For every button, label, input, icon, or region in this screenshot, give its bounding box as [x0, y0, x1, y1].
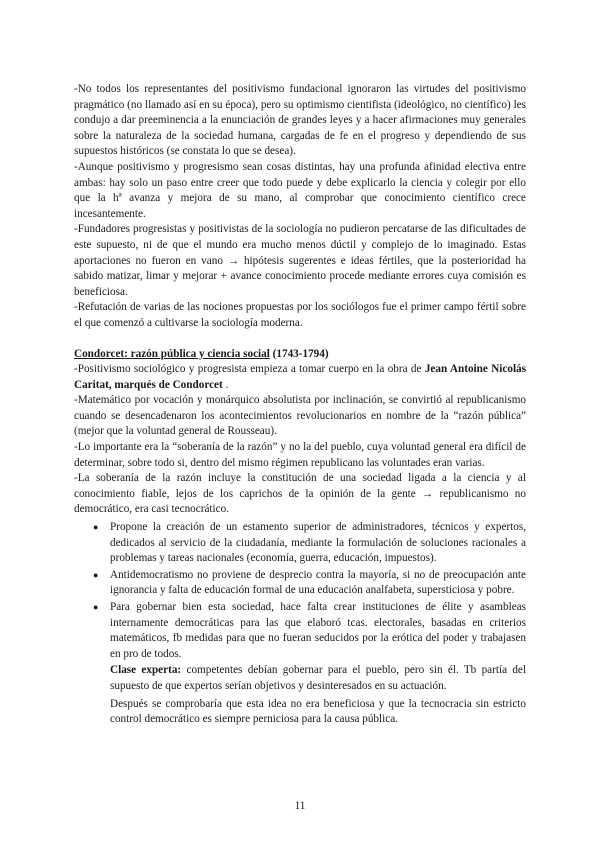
section-heading — [74, 347, 526, 363]
section-title: Condorcet: razón pública y ciencia social — [74, 347, 270, 360]
bullet-icon: ● — [93, 522, 99, 533]
paragraph-refutacion: -Refutación de varias de las nociones propuestas por los sociólogos fue el primer campo fértil sobre el que comenzó a cultivarse la sociología moderna. — [74, 301, 526, 329]
list-item — [93, 520, 526, 567]
expert-text: competentes debían gobernar para el pueblo, pero sin él. Tb partía del supuesto de que expertos serían objetivos y desinteresados en su actuación. — [110, 664, 527, 692]
paragraph-positivismo-progresismo: -Aunque positivismo y progresismo sean cosas distintas, hay una profunda afinidad electiva entre ambas: hay solo un paso entre creer que todo puede y debe explicarlo la ciencia y colegir por ello que la hª avanza y mejora de su mano, al comprobar que conocimiento científico crece incesantemente. — [74, 160, 526, 220]
paragraph-positivismo-fundacional: -No todos los representantes del positivismo fundacional ignoraron las virtudes del positivismo pragmático (no llamado así en su época), pero su optimismo cientifista (ideológico, no científico) les condujo a dar preeminencia a la enunciación de grandes leyes y a hacer afirmaciones muy generales sobre la naturaleza de la sociedad humana, cargadas de fe en el progreso y dependiendo de sus supuestos históricos (se constata lo que se desea). — [74, 83, 526, 158]
bullet-icon: ● — [93, 569, 99, 580]
paragraph-closing: Después se comprobaría que esta idea no era beneficiosa y que la tecnocracia sin estricto control democrático es siempre perniciosa para la causa pública. — [110, 697, 526, 726]
paragraph-clase-experta — [74, 663, 526, 694]
bullet-text: Para gobernar bien esta sociedad, hace falta crear instituciones de élite y asambleas internamente democráticas para las que elaboró tcas. electorales, basadas en criterios matemáticos, fb medidas para que no fueran seducidos por la erótica del poder y trabajasen en pro de todos. — [110, 601, 526, 660]
expert-label: Clase experta: — [110, 664, 182, 677]
list-item — [93, 568, 526, 599]
bullet-list — [74, 520, 526, 662]
author-name: Jean Antoine Nicolás Caritat, marqués de Condorcet — [74, 363, 526, 391]
section-dates: (1743-1794) — [269, 347, 329, 360]
bullet-text: Propone la creación de un estamento superior de administradores, técnicos y expertos, dedicados al servicio de la ciudadanía, mediante la formulación de soluciones racionales a problemas y tareas nacionales (economía, guerra, educación, impuestos). — [110, 521, 526, 565]
paragraph-sociedad-ciencia: -La soberanía de la razón incluye la constitución de una sociedad ligada a la ciencia y al conocimiento fiable, lejos de los caprichos de la opinión de la gente → republicanismo no democrático, era casi tecnocrático. — [74, 472, 526, 516]
intro-end: . — [222, 378, 229, 391]
bullet-icon: ● — [93, 602, 99, 612]
list-item — [93, 600, 526, 662]
intro-text: -Positivismo sociológico y progresista empieza a tomar cuerpo en la obra de — [74, 363, 425, 376]
paragraph-soberania-razon: -Lo importante era la “soberanía de la razón” y no la del pueblo, cuya voluntad general era difícil de determinar, sobre todo si, dentro del mismo régimen republicano las voluntades eran varias. — [74, 441, 526, 469]
paragraph-intro — [74, 362, 526, 393]
document-page — [74, 82, 526, 728]
page-number: 11 — [294, 800, 306, 812]
bullet-text: Antidemocratismo no proviene de desprecio contra la mayoría, si no de preocupación ante ignorancia y falta de educación formal de una educación analfabeta, supersticiosa y pobre. — [110, 568, 526, 597]
paragraph-matematico: -Matemático por vocación y monárquico absolutista por inclinación, se convirtió al republicanismo cuando se desencadenaron los acontecimientos revolucionarios en nombre de la “razón pública” (mejor que la voluntad general de Rousseau). — [74, 394, 526, 438]
paragraph-fundadores: -Fundadores progresistas y positivistas de la sociología no pudieron percatarse de las dificultades de este supuesto, ni de que el mundo era mucho menos dúctil y complejo de lo imaginado. Estas aportaciones no fueron en vano → hipótesis sugerentes e ideas fértiles, que la posterioridad ha sabido matizar, limar y mejorar + avance conocimiento procede mediante errores cuya comisión es beneficiosa. — [74, 223, 526, 298]
